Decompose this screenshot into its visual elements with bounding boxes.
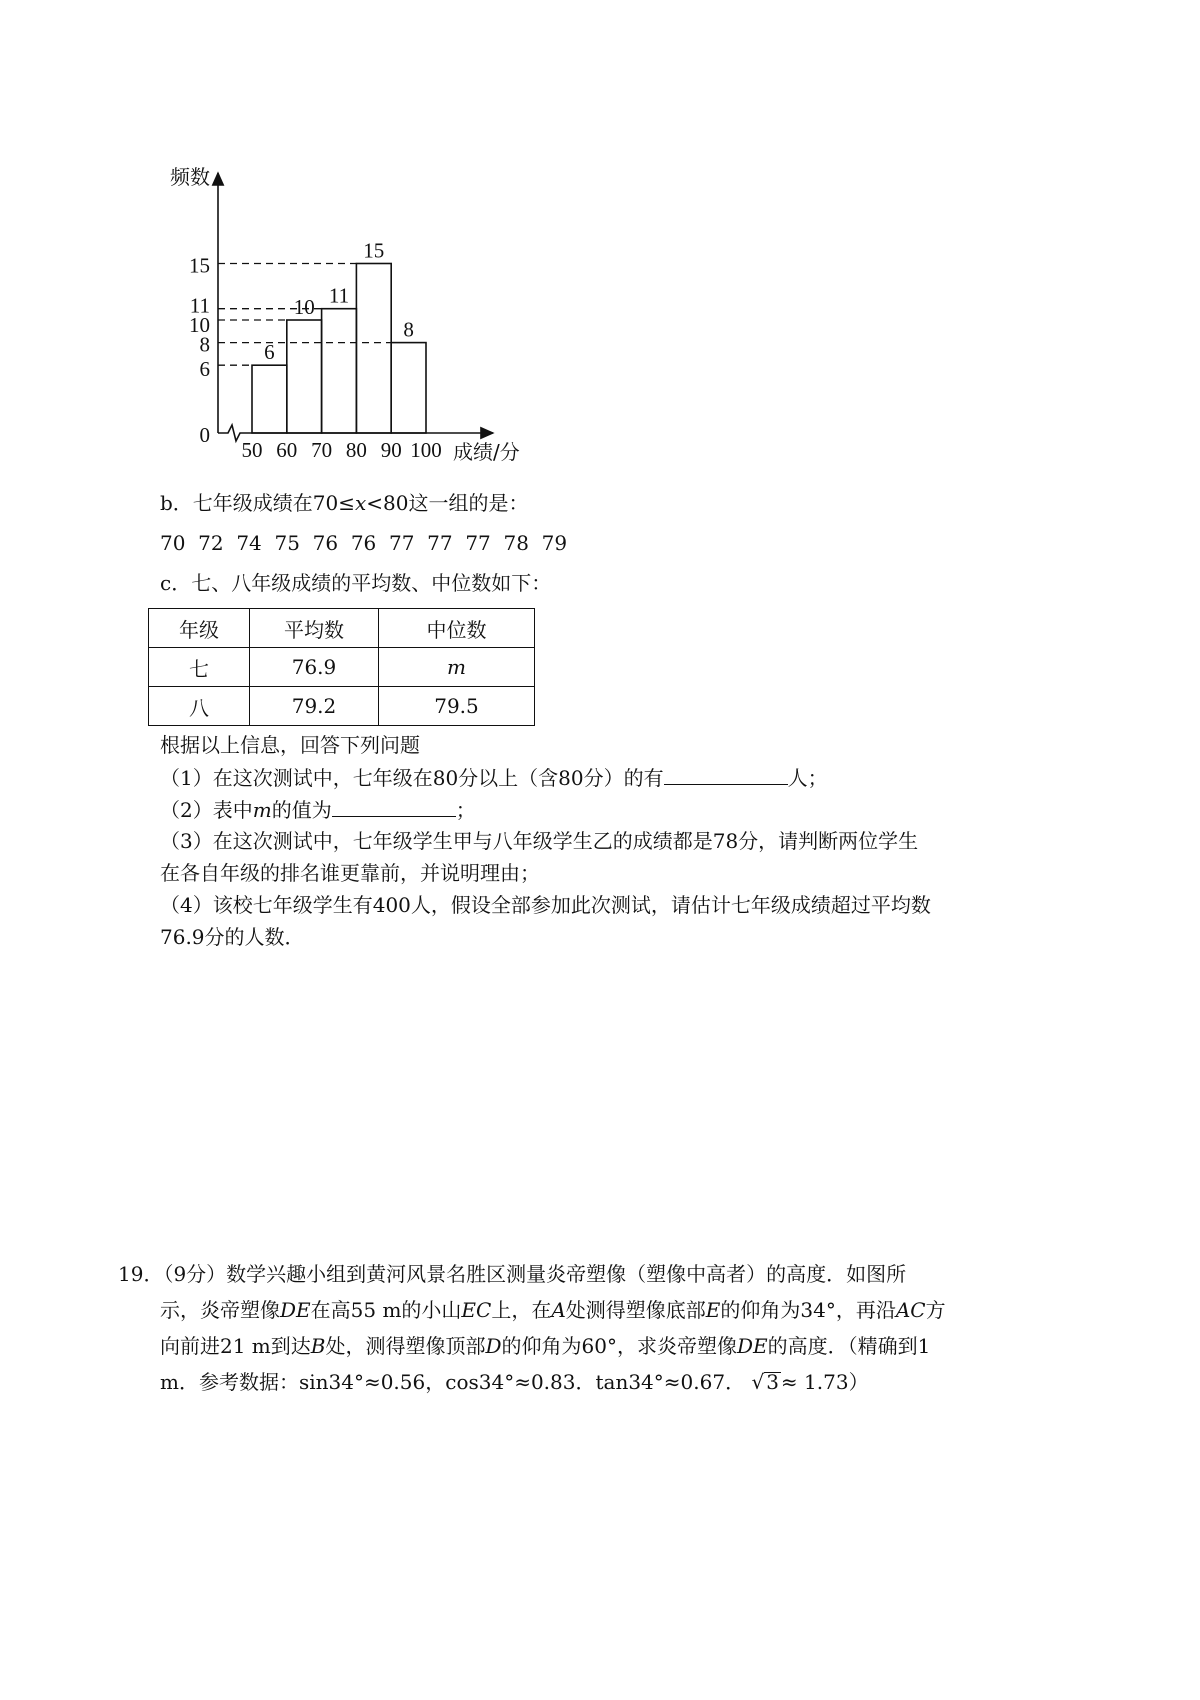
q19-line-4 bbox=[118, 1364, 1088, 1400]
y-tick-label: 15 bbox=[189, 253, 210, 278]
q2-text-end: ； bbox=[455, 798, 476, 822]
q19-text: 的高度．（精确到1 bbox=[767, 1334, 931, 1358]
q2-answer-blank[interactable] bbox=[332, 796, 456, 817]
frequency-histogram bbox=[170, 165, 590, 475]
label-DE: DE bbox=[736, 1334, 768, 1358]
x-tick-label: 60 bbox=[276, 438, 298, 462]
q19-text: 方 bbox=[925, 1298, 946, 1322]
score-list: 70 72 74 75 76 76 77 77 77 78 79 bbox=[160, 531, 568, 555]
histogram-bar bbox=[322, 309, 357, 433]
q1-text: （1）在这次测试中，七年级在80分以上（含80分）的有 bbox=[160, 766, 664, 790]
x-tick-label: 90 bbox=[380, 438, 402, 462]
part-b-text-end: <80这一组的是： bbox=[366, 491, 529, 515]
q19-text: 的仰角为34°，再沿 bbox=[720, 1298, 896, 1322]
label-D: D bbox=[485, 1334, 502, 1358]
histogram-bar bbox=[287, 320, 322, 433]
table-row bbox=[149, 648, 535, 687]
bar-data-label: 6 bbox=[264, 340, 275, 365]
bar-data-label: 15 bbox=[363, 238, 385, 263]
table-cell: 八 bbox=[149, 687, 250, 726]
question-3-line-2 bbox=[160, 860, 540, 886]
q1-text-end: 人； bbox=[787, 766, 828, 790]
question-4-line-1 bbox=[160, 892, 931, 918]
label-A: A bbox=[551, 1298, 566, 1322]
table-header-row bbox=[149, 609, 535, 648]
x-tick-label: 80 bbox=[345, 438, 367, 462]
q19-line-1 bbox=[118, 1256, 1088, 1292]
q19-text: （9分）数学兴趣小组到黄河风景名胜区测量炎帝塑像（塑像中高者）的高度．如图所 bbox=[163, 1262, 907, 1286]
q19-number: 19． bbox=[118, 1262, 164, 1286]
bar-data-label: 8 bbox=[403, 317, 414, 342]
q2-text: （2）表中 bbox=[160, 798, 253, 822]
x-tick-label: 50 bbox=[241, 438, 263, 462]
q19-line-2 bbox=[118, 1292, 1088, 1328]
sqrt-symbol: √ bbox=[751, 1370, 765, 1394]
y-tick-label: 6 bbox=[199, 357, 210, 382]
q19-text: 向前进21 m到达 bbox=[160, 1334, 311, 1358]
q19-text: m．参考数据：sin34°≈0.56，cos34°≈0.83．tan34°≈0.67． bbox=[160, 1370, 746, 1394]
q19-text: 处测得塑像底部 bbox=[565, 1298, 706, 1322]
q19-text: 上，在 bbox=[491, 1298, 552, 1322]
table-cell: 76.9 bbox=[250, 648, 379, 687]
table-cell: 79.2 bbox=[250, 687, 379, 726]
variable-x: x bbox=[355, 491, 367, 515]
y-axis-label: 频数 bbox=[170, 165, 210, 189]
table-cell: 七 bbox=[149, 648, 250, 687]
histogram-bar bbox=[356, 264, 391, 434]
question-3-line-1 bbox=[160, 828, 918, 854]
label-AC: AC bbox=[895, 1298, 926, 1322]
q19-text: 在高55 m的小山 bbox=[310, 1298, 462, 1322]
q19-text: 处，测得塑像顶部 bbox=[325, 1334, 486, 1358]
label-E: E bbox=[705, 1298, 721, 1322]
question-4-line-2 bbox=[160, 924, 305, 950]
q19-text: 示，炎帝塑像 bbox=[160, 1298, 280, 1322]
q3-text: （3）在这次测试中，七年级学生甲与八年级学生乙的成绩都是78分，请判断两位学生 bbox=[160, 829, 919, 853]
x-tick-label: 100 bbox=[410, 438, 442, 462]
bar-data-label: 10 bbox=[293, 295, 315, 319]
q4-text-cont: 76.9分的人数． bbox=[160, 925, 305, 949]
q3-text-cont: 在各自年级的排名谁更靠前，并说明理由； bbox=[160, 861, 540, 885]
y-tick-label: 11 bbox=[189, 293, 210, 318]
q19-line-3 bbox=[118, 1328, 1088, 1364]
stats-table bbox=[148, 608, 535, 726]
label-EC: EC bbox=[461, 1298, 492, 1322]
table-cell: m bbox=[379, 648, 535, 687]
q1-answer-blank[interactable] bbox=[664, 764, 788, 785]
header-median: 中位数 bbox=[379, 609, 535, 648]
part-c-statement bbox=[160, 570, 551, 596]
histogram-bar bbox=[252, 365, 287, 433]
label-B: B bbox=[310, 1334, 326, 1358]
q4-text: （4）该校七年级学生有400人，假设全部参加此次测试，请估计七年级成绩超过平均数 bbox=[160, 893, 931, 917]
question-2 bbox=[160, 796, 476, 823]
part-b-text: b．七年级成绩在70≤ bbox=[160, 491, 356, 515]
question-1 bbox=[160, 764, 828, 791]
part-b-statement bbox=[160, 490, 529, 516]
q2-text-mid: 的值为 bbox=[271, 798, 332, 822]
variable-m: m bbox=[252, 798, 272, 822]
histogram-bar bbox=[391, 343, 426, 433]
question-19 bbox=[118, 1256, 1088, 1400]
header-grade: 年级 bbox=[149, 609, 250, 648]
y-tick-label: 0 bbox=[199, 423, 210, 447]
y-tick-label: 8 bbox=[199, 332, 210, 357]
q19-text: ≈ 1.73） bbox=[780, 1370, 869, 1394]
y-tick-label: 10 bbox=[189, 313, 210, 337]
label-DE: DE bbox=[280, 1298, 311, 1322]
axis-break bbox=[218, 425, 244, 441]
q19-text: 的仰角为60°，求炎帝塑像 bbox=[501, 1334, 737, 1358]
x-axis-label: 成绩/分 bbox=[453, 440, 520, 464]
header-mean: 平均数 bbox=[250, 609, 379, 648]
sqrt-radicand: 3 bbox=[766, 1370, 779, 1394]
intro-text: 根据以上信息，回答下列问题 bbox=[160, 733, 420, 757]
table-row bbox=[149, 687, 535, 726]
x-tick-label: 70 bbox=[311, 438, 333, 462]
questions-intro bbox=[160, 732, 420, 758]
table-cell: 79.5 bbox=[379, 687, 535, 726]
bar-data-label: 11 bbox=[328, 283, 350, 308]
part-b-values bbox=[160, 530, 567, 556]
part-c-text: c．七、八年级成绩的平均数、中位数如下： bbox=[160, 571, 552, 595]
